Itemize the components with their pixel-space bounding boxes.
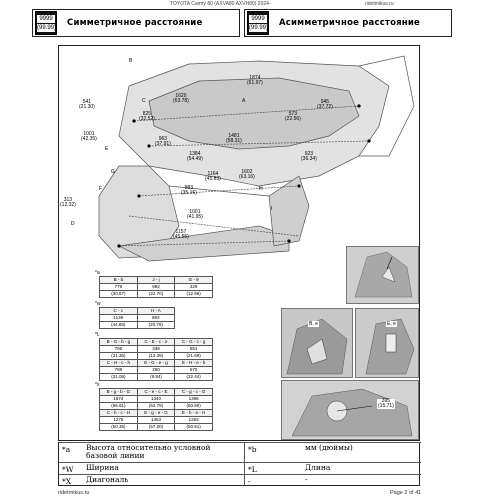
point-label-a: A (242, 98, 246, 104)
legend-row-units: *b мм (дюймы) (245, 442, 421, 462)
measurement-1001b: 1001 (41.95) (187, 209, 203, 220)
symmetric-title: Симметричное расстояние (67, 18, 203, 28)
measurement-825: 825 (32.52) (139, 111, 155, 122)
table2-tag: *w (95, 301, 101, 307)
point-label-e: E (105, 146, 109, 152)
asymmetric-header (244, 9, 452, 37)
point-label-c: C (142, 98, 146, 104)
measurement-573: 573 (22.56) (285, 111, 301, 122)
measurement-1001a: 1001 (42.35) (81, 131, 97, 142)
point-label-f: F (99, 186, 103, 192)
measurement-1481: 1481 (58.31) (226, 133, 242, 144)
width-table: C - c H - A 1139 983 (44.88) (20.79) (99, 307, 175, 329)
measurement-1874: 1874 (61.97) (247, 75, 263, 86)
legend-row-width: *W Ширина (59, 462, 245, 474)
symmetric-code-badge: 9999 (99.99) (35, 11, 57, 35)
detail-photo-2b (355, 308, 419, 378)
measurement-1620: 1620 (63.78) (173, 93, 189, 104)
legend-table (58, 442, 420, 486)
photo-label-e-e: E, e (387, 321, 396, 327)
asymmetric-title: Асимметричное расстояние (279, 18, 420, 28)
table3-tag: *L (95, 332, 100, 338)
measurement-945: 945 (37.72) (317, 99, 333, 110)
table4-tag: *x (95, 382, 100, 388)
diagram-frame (58, 45, 420, 441)
symmetric-header (32, 9, 240, 37)
detail-photo-2a (281, 308, 353, 378)
detail-photo-3 (281, 380, 419, 440)
point-label-i: I (271, 206, 273, 212)
measurement-1384: 1384 (54.49) (187, 151, 203, 162)
legend-row-height: *a Высота относительно условной базовой линии (59, 442, 245, 462)
point-label-d: D (71, 221, 75, 227)
page-topline (0, 0, 484, 8)
detail-photo-1 (346, 246, 419, 304)
diagonal-table: B - g - b - G C - e - c - E C - g - c - G 1674 1340 1396 (65.91) (52.75) (50.80) C - h - c - H E - g - e - G E - h - e - H 1276 1453 1293 (50.35) (57.20) (50.51) (99, 388, 213, 431)
length-table: B - G - b - g C - E - c - e C - G - c - g 795 339 551 (31.36) (13.35) (21.69) C - H - c - h E - G - e - g E - H - e - h 789 260 570 (31.06) (9.84) (22.44) (99, 338, 213, 381)
legend-row-length: *L Длина (245, 462, 421, 474)
measurement-963: 963 (37.91) (155, 136, 171, 147)
measurement-1157: 1157 (45.55) (173, 229, 189, 240)
vehicle-title: TOYOTA Camry 80 (AXVA80 AXVH80) 2024- (170, 1, 271, 7)
photo-label-b-e: B, e (309, 321, 318, 327)
point-label-g: G (111, 169, 115, 175)
measurement-313: 313 (12.32) (60, 197, 76, 208)
asymmetric-code-badge: 9999 (99.99) (247, 11, 269, 35)
photo-measurement-395: 395 (15.71) (378, 398, 394, 409)
point-label-b: B (129, 58, 133, 64)
body-frame-illustration (59, 46, 419, 268)
legend-row-diagonal: *X Диагональ (59, 474, 245, 486)
measurement-883: 883 (35.16) (181, 185, 197, 196)
height-table: B - b J - j G - 9 779 992 329 (30.67) (22.70) (12.96) (99, 276, 213, 298)
site-name: ridetmikus.ru (365, 1, 394, 7)
measurement-1602: 1602 (63.16) (239, 169, 255, 180)
table1-tag: *a (95, 270, 100, 276)
legend-row-empty: - - (245, 474, 421, 486)
measurement-541: 541 (21.30) (79, 99, 95, 110)
page-number: Page 2 of 41 (390, 490, 422, 496)
footer-site: ridetmikus.ru (58, 490, 90, 496)
page-footer (0, 488, 484, 500)
point-label-h: H (259, 186, 263, 192)
measurement-923: 923 (36.34) (301, 151, 317, 162)
measurement-1164: 1164 (45.83) (205, 171, 221, 182)
